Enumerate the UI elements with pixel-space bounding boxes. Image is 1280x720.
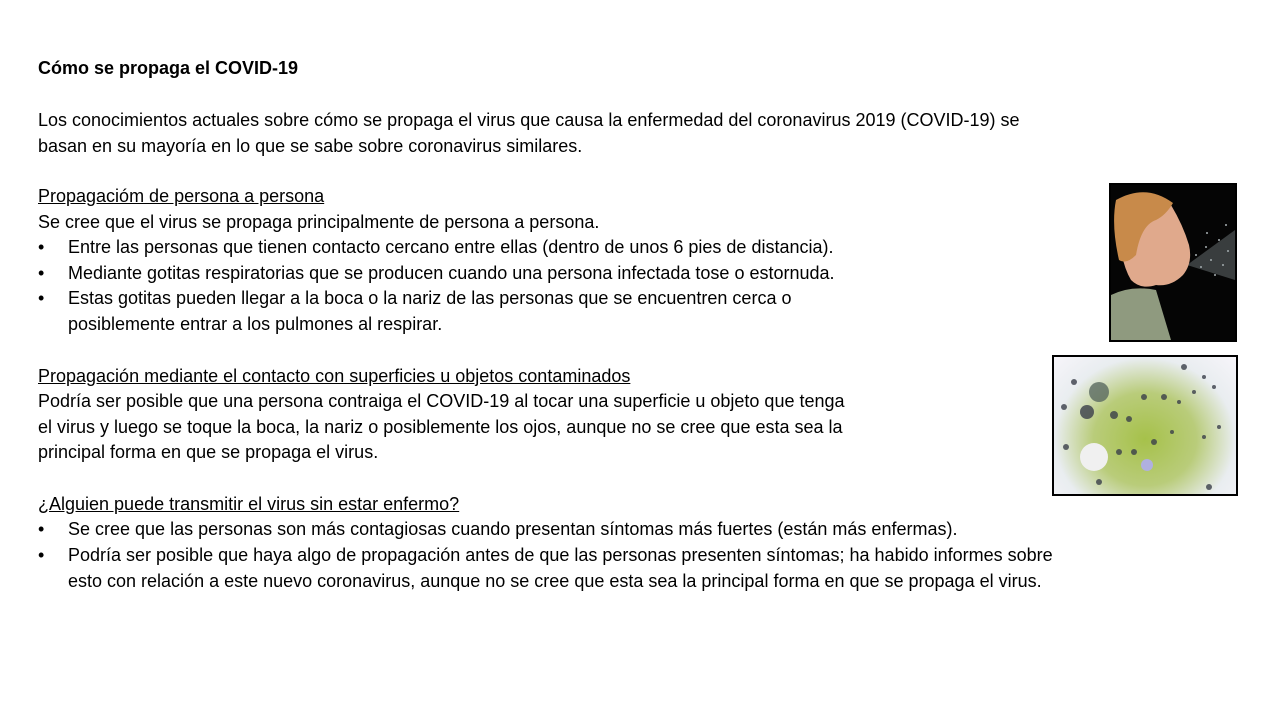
- section2-line: el virus y luego se toque la boca, la nariz o posiblemente los ojos, aunque no se cree que esta sea la: [38, 417, 843, 437]
- bullet-text: posiblemente entrar a los pulmones al respirar.: [68, 314, 443, 334]
- section3-heading: ¿Alguien puede transmitir el virus sin estar enfermo?: [38, 494, 460, 514]
- bullet-marker: •: [38, 545, 45, 565]
- intro-line: basan en su mayoría en lo que se sabe sobre coronavirus similares.: [38, 136, 583, 156]
- section1-text: Se cree que el virus se propaga principalmente de persona a persona.: [38, 212, 600, 232]
- slide-title: Cómo se propaga el COVID-19: [38, 58, 299, 78]
- bullet-text: esto con relación a este nuevo coronavirus, aunque no se cree que esta sea la principal forma en que se propaga el virus.: [68, 571, 1042, 591]
- bullet-marker: •: [38, 519, 45, 539]
- bullet-text: Entre las personas que tienen contacto cercano entre ellas (dentro de unos 6 pies de distancia).: [68, 237, 834, 257]
- bullet-text: Se cree que las personas son más contagiosas cuando presentan síntomas más fuertes (están más enfermas).: [68, 519, 958, 539]
- section2-line: principal forma en que se propaga el virus.: [38, 442, 379, 462]
- person-sneezing-image: [1109, 183, 1237, 342]
- bullet-marker: •: [38, 263, 45, 283]
- bullet-text: Podría ser posible que haya algo de propagación antes de que las personas presenten síntomas; ha habido informes sobre: [68, 545, 1053, 565]
- section1-heading: Propagacióm de persona a persona: [38, 186, 325, 206]
- virus-culture-image: [1052, 355, 1238, 496]
- bullet-marker: •: [38, 288, 45, 308]
- bullet-marker: •: [38, 237, 45, 257]
- section2-line: Podría ser posible que una persona contraiga el COVID-19 al tocar una superficie u objeto que tenga: [38, 391, 845, 411]
- bullet-text: Estas gotitas pueden llegar a la boca o la nariz de las personas que se encuentren cerca o: [68, 288, 792, 308]
- intro-line: Los conocimientos actuales sobre cómo se propaga el virus que causa la enfermedad del coronavirus 2019 (COVID-19) se: [38, 110, 1020, 130]
- bullet-text: Mediante gotitas respiratorias que se producen cuando una persona infectada tose o estornuda.: [68, 263, 835, 283]
- section2-heading: Propagación mediante el contacto con superficies u objetos contaminados: [38, 366, 631, 386]
